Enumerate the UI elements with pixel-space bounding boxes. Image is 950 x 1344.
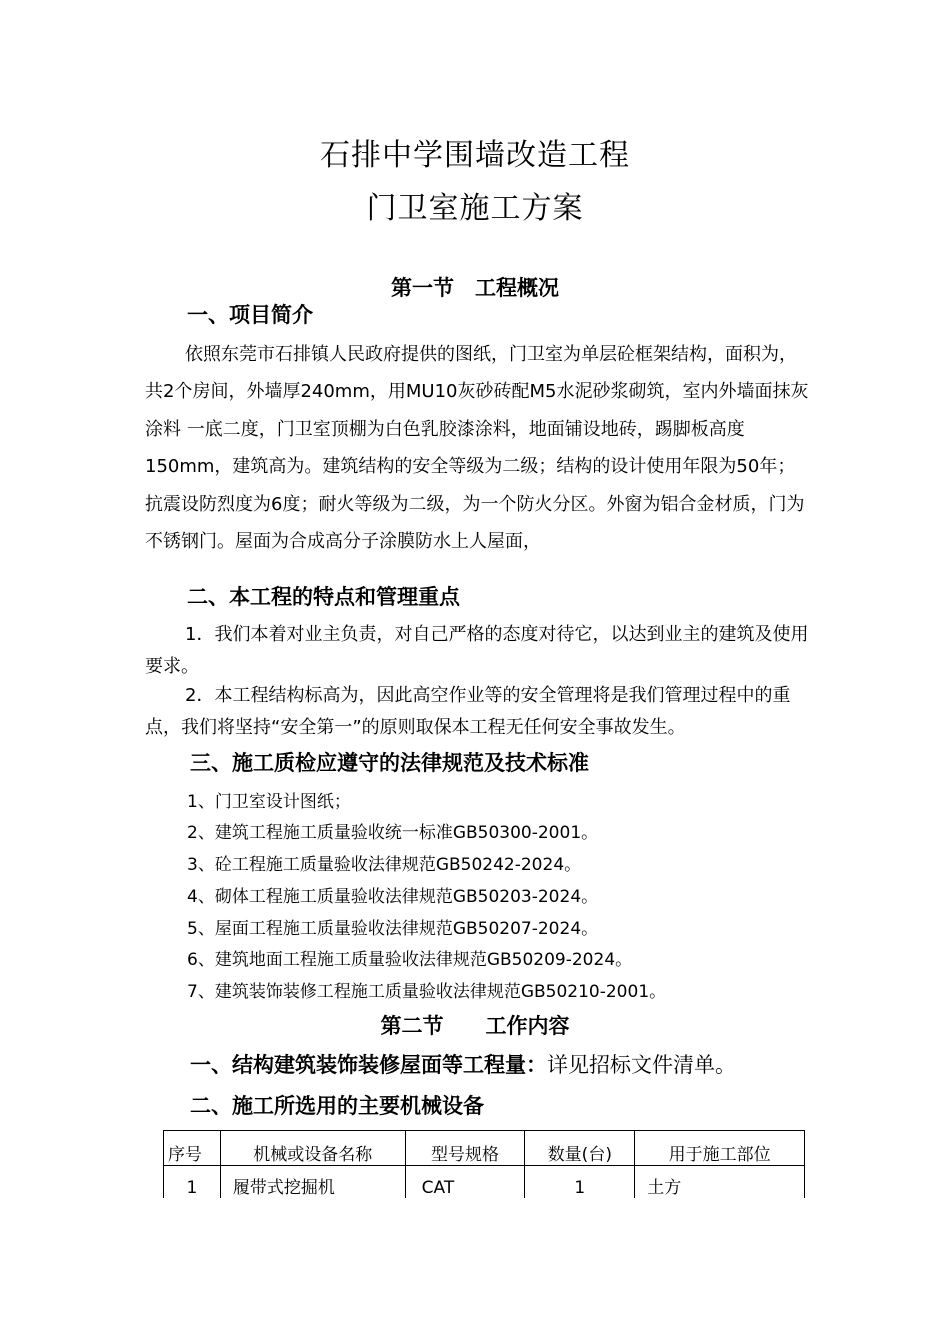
project-intro-paragraph: 依照东莞市石排镇人民政府提供的图纸，门卫室为单层砼框架结构，面积为，共2个房间，外墙厚240mm，用MU10灰砂砖配M5水泥砂浆砌筑，室内外墙面抹灰涂料 一底二度，门卫室顶棚为白色乳胶漆涂料，地面铺设地砖，踢脚板高度150mm，建筑高为。建筑结构的安全等级为二级；结构的设计使用年限为50年；抗震设防烈度为6度；耐火等级为二级，为一个防火分区。外窗为铝合金材质，门为不锈钢门。屋面为合成高分子涂膜防水上人屋面， [145, 344, 809, 553]
section2-heading: 第二节 工作内容 [380, 1014, 570, 1038]
table-cell: 1 [525, 1166, 635, 1199]
workload-text: 详见招标文件清单。 [547, 1053, 736, 1077]
table-cell: 1 [164, 1166, 221, 1199]
table-header-cell: 数量(台) [525, 1131, 635, 1166]
table-header-cell: 用于施工部位 [635, 1131, 805, 1166]
table-cell: 土方 [635, 1166, 805, 1199]
equipment-heading: 二、施工所选用的主要机械设备 [190, 1094, 484, 1118]
table-header-cell: 机械或设备名称 [220, 1131, 405, 1166]
project-intro-heading: 一、项目简介 [187, 303, 313, 327]
equipment-table [163, 1130, 805, 1198]
table-header-cell: 型号规格 [405, 1131, 525, 1166]
standard-item: 7、建筑装饰装修工程施工质量验收法律规范GB50210-2001。 [187, 982, 667, 1002]
standard-item: 2、建筑工程施工质量验收统一标准GB50300-2001。 [187, 823, 599, 843]
table-header-cell: 序号 [164, 1131, 221, 1166]
table-row [164, 1166, 805, 1199]
document-title: 石排中学围墙改造工程 [320, 138, 630, 173]
features-heading: 二、本工程的特点和管理重点 [187, 585, 460, 609]
workload-heading: 一、结构建筑装饰装修屋面等工程量： [190, 1053, 547, 1077]
section1-heading: 第一节 工程概况 [391, 276, 559, 300]
standard-item: 3、砼工程施工质量验收法律规范GB50242-2024。 [187, 855, 582, 875]
standards-heading: 三、施工质检应遵守的法律规范及技术标准 [190, 751, 589, 775]
feature-item-1: 1．我们本着对业主负责，对自己严格的态度对待它，以达到业主的建筑及使用要求。 [145, 624, 809, 677]
standard-item: 5、屋面工程施工质量验收法律规范GB50207-2024。 [187, 919, 599, 939]
standard-item: 4、砌体工程施工质量验收法律规范GB50203-2024。 [187, 887, 599, 907]
workload-line [190, 1049, 736, 1079]
table-cell: CAT [405, 1166, 525, 1199]
feature-item-2: 2．本工程结构标高为，因此高空作业等的安全管理将是我们管理过程中的重点，我们将坚持“安全第一”的原则取保本工程无任何安全事故发生。 [145, 685, 791, 738]
standard-item: 1、门卫室设计图纸； [187, 792, 351, 812]
table-header-row [164, 1131, 805, 1166]
table-cell: 履带式挖掘机 [220, 1166, 405, 1199]
standard-item: 6、建筑地面工程施工质量验收法律规范GB50209-2024。 [187, 950, 633, 970]
document-subtitle: 门卫室施工方案 [366, 191, 584, 226]
